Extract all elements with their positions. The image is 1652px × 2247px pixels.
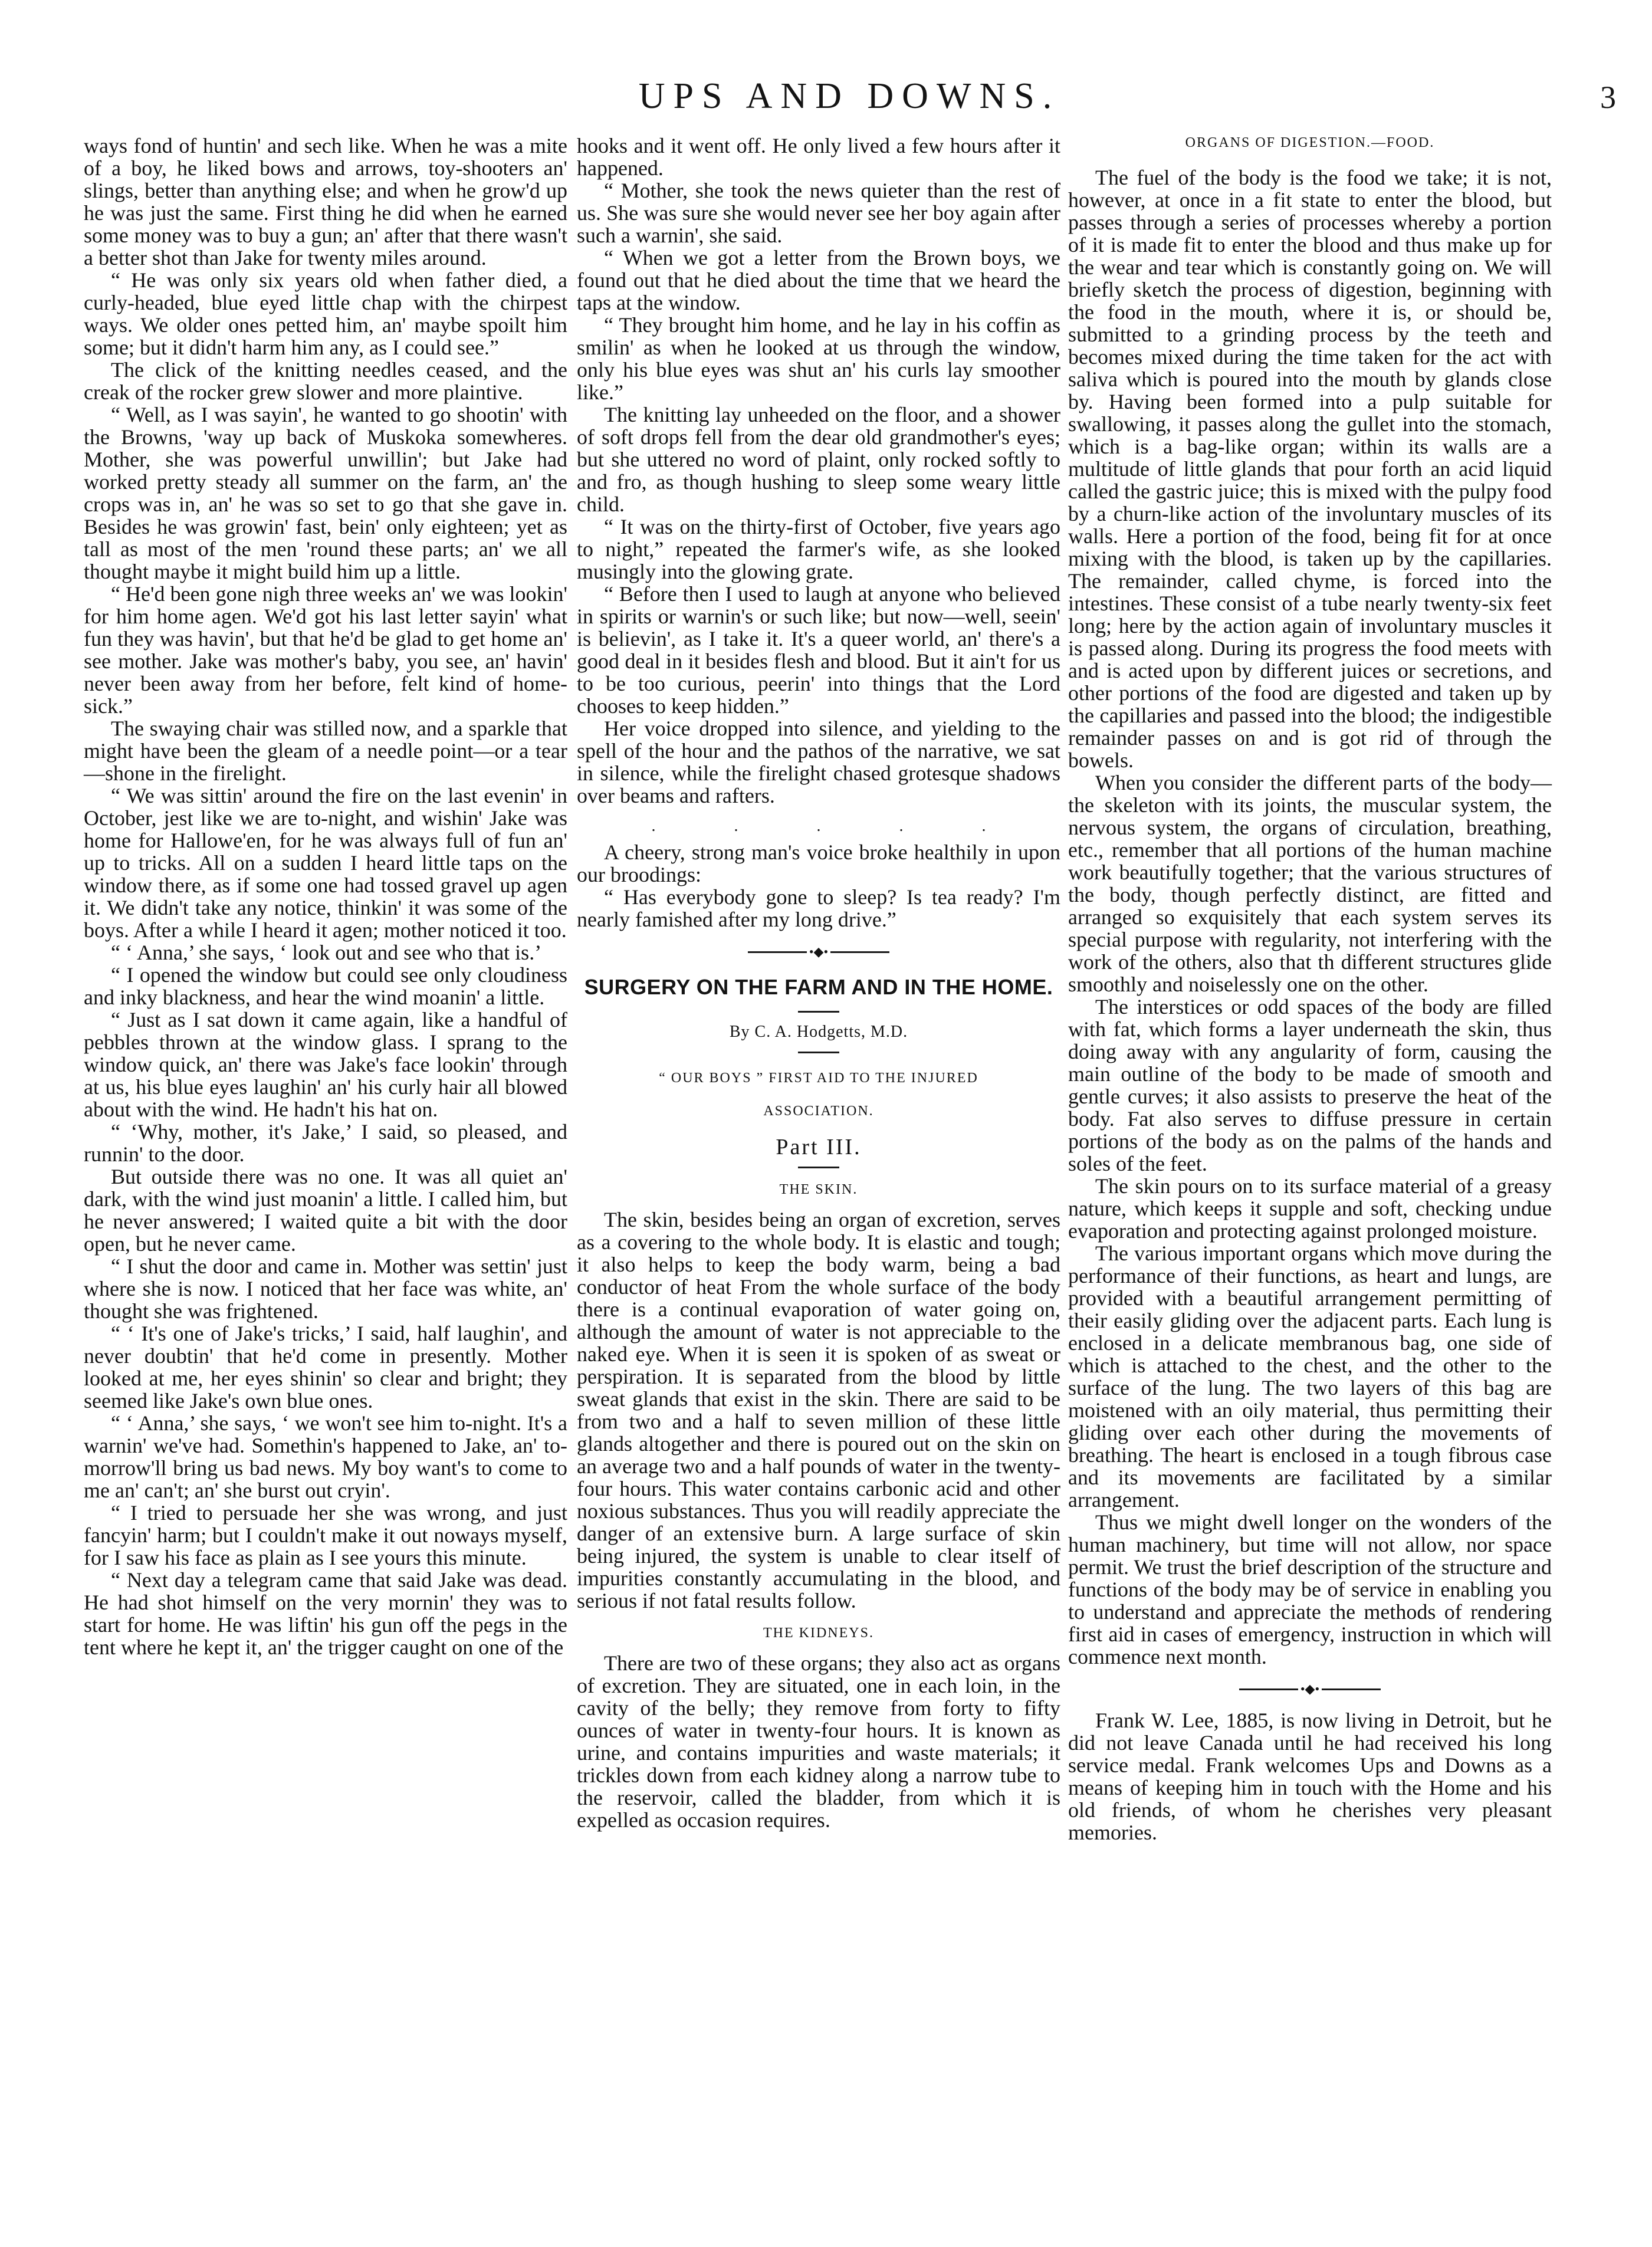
story-paragraph: ways fond of huntin' and sech like. When he was a mite of a boy, he liked bows and arrows, toy-shooters an' slings, better than anything else; and when he grow'd up he was just the same. First thing he did when he earned some money was to buy a gun; an' after that there wasn't a better shot than Jake for twenty miles around. [84,134,567,270]
story-paragraph: “ I tried to persuade her she was wrong, and just fancyin' harm; but I couldn't make it out noways myself, for I saw his face as plain as I see yours this minute. [84,1501,567,1569]
ornament-glyph: •◆• [1300,1681,1320,1696]
story-paragraph: A cheery, strong man's voice broke healthily in upon our broodings: [577,840,1060,886]
divider [798,1052,839,1053]
part-heading: Part III. [776,1135,862,1159]
article-paragraph: The skin pours on to its surface material of a greasy nature, which keeps it supple and soft, checking undue evaporation and protecting against prolonged moisture. [1068,1174,1552,1243]
article-paragraph: When you consider the different parts of the body—the skeleton with its joints, the muscular system, the nervous system, the organs of circulation, breathing, etc., remember that all portions of the human machine work beautifully together; that the various structures of the body, though perfectly distinct, are fitted and arranged so exquisitely that each system serves its special purpose with regularity, not interfering with the work of the others, also that th different structures glide smoothly and noiselessly one on the other. [1068,771,1552,996]
column-2 [577,134,1060,1831]
ornament-glyph: •◆• [809,944,829,959]
story-paragraph: Her voice dropped into silence, and yielding to the spell of the hour and the pathos of the narrative, we sat in silence, while the firelight chased grotesque shadows over beams and rafters. [577,717,1060,807]
article-paragraph: The skin, besides being an organ of excretion, serves as a covering to the whole body. It is elastic and tough; it also helps to keep the body warm, being a bad conductor of heat From the whole surface of the body there is a continual evaporation of water going on, although the amount of water is not appreciable to the naked eye. When it is seen it is spoken of as sweat or perspiration. It is separated from the blood by little sweat glands that exist in the skin. There are said to be from two and a half to seven million of these little glands altogether and there is poured out on the skin on an average two and a half pounds of water in the twenty-four hours. This water contains carbonic acid and other noxious substances. Thus you will readily appreciate the danger of an extensive burn. A large surface of skin being injured, the system is unable to clear itself of impurities constantly accumulating in the blood, and serious if not fatal results follow. [577,1208,1060,1612]
column-1 [84,134,567,1658]
association-line-2: ASSOCIATION. [763,1103,874,1119]
story-paragraph: The knitting lay unheeded on the floor, and a shower of soft drops fell from the dear old grandmother's eyes; but she uttered no word of plaint, only rocked softly to and fro, as though hushing to sleep some weary little child. [577,403,1060,516]
story-paragraph: “ ‘ Anna,’ she says, ‘ look out and see who that is.’ [111,941,542,964]
story-paragraph: “ I opened the window but could see only cloudiness and inky blackness, and hear the wind moanin' a little. [84,963,567,1009]
section-dot: . [981,817,986,835]
story-paragraph: “ He was only six years old when father died, a curly-headed, blue eyed little chap with the chirpest ways. We older ones petted him, an' maybe spoilt him some; but it didn't harm him any, as I could see.” [84,268,567,359]
story-paragraph: “ I shut the door and came in. Mother was settin' just where she is now. I noticed that her face was white, an' thought she was frightened. [84,1254,567,1323]
story-paragraph: “ Next day a telegram came that said Jake was dead. He had shot himself on the very mornin' they was to start for home. He was liftin' his gun off the pegs in the tent where he kept it, an' the trigger caught on one of the [84,1568,567,1659]
story-paragraph: “ Has everybody gone to sleep? Is tea ready? I'm nearly famished after my long drive.” [577,885,1060,931]
story-paragraph: “ ‘Why, mother, it's Jake,’ I said, so pleased, and runnin' to the door. [84,1120,567,1166]
article-title: SURGERY ON THE FARM AND IN THE HOME. [584,975,1053,999]
section-dot: . [899,817,904,835]
ornament-divider [1068,1683,1552,1695]
ornament-divider [577,946,1060,958]
story-paragraph: “ When we got a letter from the Brown boys, we found out that he died about the time that we heard the taps at the window. [577,246,1060,314]
byline: By C. A. Hodgetts, M.D. [729,1023,908,1041]
page-header [83,75,1616,129]
article-paragraph: There are two of these organs; they also act as organs of excretion. They are situated, one in each loin, in the cavity of the belly; they remove from forty to fifty ounces of water in twenty-four hours. It is known as urine, and contains impurities and waste materials; it trickles down from each kidney along a narrow tube to the reservoir, called the bladder, from which it is expelled as occasion requires. [577,1651,1060,1832]
story-paragraph: hooks and it went off. He only lived a few hours after it happened. [577,134,1060,180]
association-line-1: “ OUR BOYS ” FIRST AID TO THE INJURED [659,1070,978,1086]
story-paragraph: “ ‘ It's one of Jake's tricks,’ I said, half laughin', and never doubtin' that he'd come in presently. Mother looked at me, her eyes shinin' so clear and bright; they seemed like Jake's own blue ones. [84,1322,567,1412]
news-note: Frank W. Lee, 1885, is now living in Detroit, but he did not leave Canada until he had received his long service medal. Frank welcomes Ups and Downs as a means of keeping him in touch with the Home and his old friends, of whom he cherishes very pleasant memories. [1068,1709,1552,1844]
section-heading-skin: THE SKIN. [779,1182,858,1197]
association-line [577,1062,1060,1128]
section-dot: . [734,817,738,835]
article-paragraph: The interstices or odd spaces of the body are filled with fat, which forms a layer underneath the skin, thus doing away with any angularity of form, causing the main outline of the body to be made of smooth and gentle curves; it also assists to preserve the heat of the body. Fat also serves to diffuse pressure in certain portions of the body as on the palms of the hands and soles of the feet. [1068,995,1552,1175]
running-title: UPS AND DOWNS. [638,76,1060,116]
divider [798,1011,839,1013]
divider [798,1167,839,1168]
column-3 [1068,134,1552,1844]
story-paragraph: “ Before then I used to laugh at anyone who believed in spirits or warnin's or such like; but now—well, seein' is believin', as I take it. It's a queer world, an' there's a good deal in it besides flesh and blood. But it ain't for us to be too curious, peerin' into things that the Lord chooses to keep hidden.” [577,582,1060,718]
section-dot: . [816,817,821,835]
story-paragraph: “ It was on the thirty-first of October, five years ago to night,” repeated the farmer's wife, as she looked musingly into the glowing grate. [577,515,1060,583]
story-paragraph: The click of the knitting needles ceased, and the creak of the rocker grew slower and more plaintive. [84,358,567,404]
article-paragraph: Thus we might dwell longer on the wonders of the human machinery, but time will not allow, nor space permit. We trust the brief description of the structure and functions of the body may be of service in enabling you to understand and appreciate the methods of rendering first aid in cases of emergency, instruction in which will commence next month. [1068,1510,1552,1668]
story-paragraph: “ Just as I sat down it came again, like a handful of pebbles thrown at the window glass. I sprang to the window quick, an' there was Jake's face lookin' through at us, his blue eyes laughin' an' his curly hair all blowed about with the wind. He hadn't his hat on. [84,1008,567,1121]
article-paragraph: The fuel of the body is the food we take; it is not, however, at once in a fit state to enter the blood, but passes through a series of processes whereby a portion of it is made fit to enter the blood and thus make up for the wear and tear which is constantly going on. We will briefly sketch the process of digestion, beginning with the food in the mouth, where it is, or should be, submitted to a grinding process by the teeth and becomes mixed during the time taken for the act with saliva which is poured into the mouth by glands close by. Having been formed into a pulp suitable for swallowing, it passes along the gullet into the stomach, which is a bag-like organ; within its walls are a multitude of little glands that pour forth an acid liquid called the gastric juice; this is mixed with the pulpy food by a churn-like action of the involuntary muscles of its walls. Here a portion of the food, being fit for at once mixing with the blood, is taken up by the capillaries. The remainder, called chyme, is forced into the intestines. These consist of a tube nearly twenty-six feet long; here by the action again of involuntary muscles it is passed along. During its progress the food meets with and is acted upon by different juices or secretions, and other portions of the food are digested and taken up by the capillaries and passed into the blood; the indigestible remainder passes on and is got rid of through the bowels. [1068,166,1552,772]
section-heading-kidneys: THE KIDNEYS. [763,1625,874,1641]
story-paragraph: “ Well, as I was sayin', he wanted to go shootin' with the Browns, 'way up back of Muskoka somewheres. Mother, she was powerful unwillin'; but Jake had worked pretty steady all summer on the farm, an' the crops was in, an' he was so set to go that she gave in. Besides he was growin' fast, bein' only eighteen; yet as tall as most of the men 'round these parts; an' we all thought maybe it might build him up a little. [84,403,567,583]
page-number: 3 [1600,80,1616,115]
story-paragraph: “ They brought him home, and he lay in his coffin as smilin' as when he looked at us through the window, only his blue eyes was shut an' his curls lay smoother like.” [577,313,1060,404]
article-paragraph: The various important organs which move during the performance of their functions, as heart and lungs, are provided with a beautiful arrangement permitting of their easily gliding over the adjacent parts. Each lung is enclosed in a delicate membranous bag, one side of which is attached to the chest, and the other to the surface of the lung. The two layers of this bag are moistened with an oily material, thus permitting their gliding over each other during the movements of breathing. The heart is enclosed in a tough fibrous case and its movements are facilitated by a similar arrangement. [1068,1241,1552,1512]
story-paragraph: But outside there was no one. It was all quiet an' dark, with the wind just moanin' a little. I called him, but he never answered; I waited quite a bit with the door open, but he never came. [84,1165,567,1256]
section-heading-digestion: ORGANS OF DIGESTION.—FOOD. [1185,135,1435,150]
section-dot: . [651,817,656,835]
story-paragraph: “ We was sittin' around the fire on the last evenin' in October, jest like we are to-night, and wishin' Jake was home for Hallowe'en, for he was always full of fun an' up to tricks. All on a sudden I heard little taps on the window there, as if some one had tossed gravel up agen it. We didn't take any notice, thinkin' it was some of the boys. After a while I heard it agen; mother noticed it too. [84,784,567,942]
story-paragraph: The swaying chair was stilled now, and a sparkle that might have been the gleam of a needle point—or a tear—shone in the firelight. [84,717,567,785]
story-paragraph: “ He'd been gone nigh three weeks an' we was lookin' for him home agen. We'd got his last letter sayin' what fun they was havin', but that he'd be glad to get home an' see mother. Jake was mother's baby, you see, an' havin' never been away from her before, felt kind of home-sick.” [84,582,567,718]
section-break-dots [577,815,1060,837]
story-paragraph: “ ‘ Anna,’ she says, ‘ we won't see him to-night. It's a warnin' we've had. Somethin's happened to Jake, an' to-morrow'll bring us bad news. My boy want's to come to me an' can't; an' she burst out cryin'. [84,1411,567,1502]
story-paragraph: “ Mother, she took the news quieter than the rest of us. She was sure she would never see her boy again after such a warnin', she said. [577,179,1060,247]
